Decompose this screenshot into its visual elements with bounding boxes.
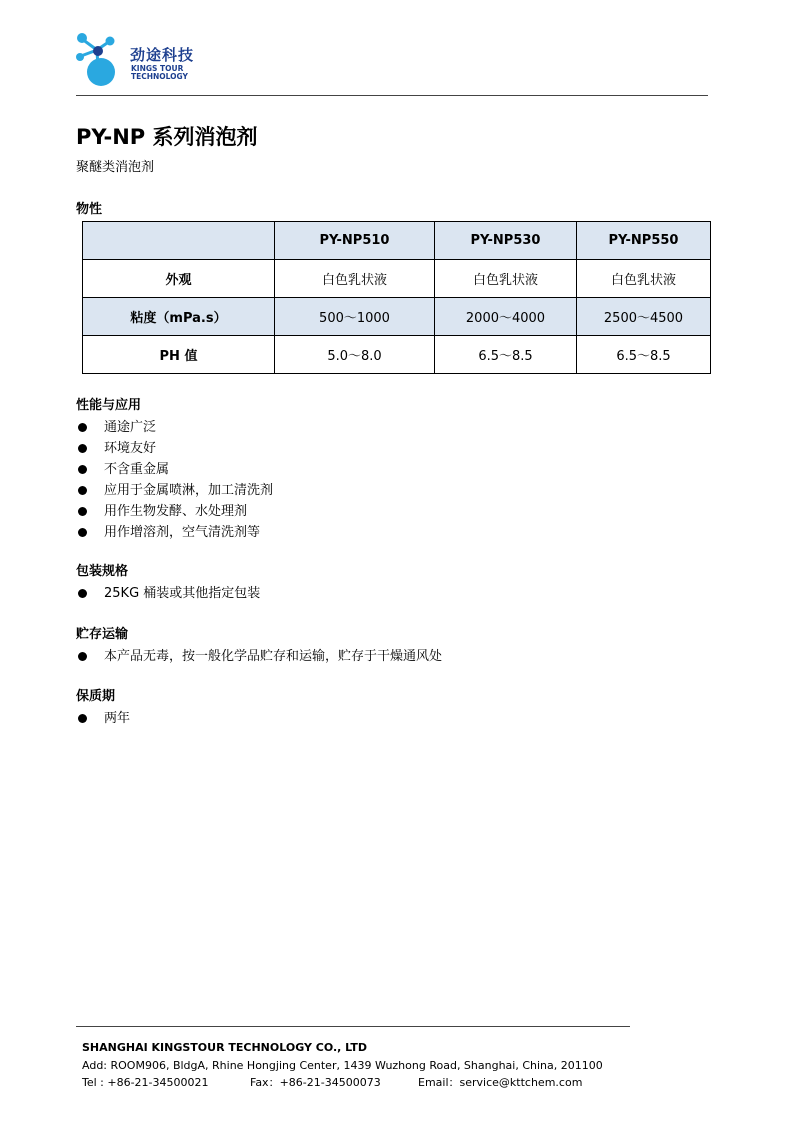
list-item-text: 不含重金属: [104, 461, 170, 477]
table-row: [83, 336, 711, 374]
storage-heading: 贮存运输: [76, 627, 129, 642]
table-cell: 2000～4000: [435, 298, 577, 336]
bullet-icon: [78, 423, 87, 432]
storage-section: [76, 626, 442, 667]
footer-address: Add: ROOM906, BldgA, Rhine Hongjing Center, 1439 Wuzhong Road, Shanghai, China, 201100: [82, 1059, 603, 1072]
list-item: [76, 501, 273, 522]
list-item-text: 25KG 桶装或其他指定包装: [104, 585, 261, 601]
list-item-text: 用作生物发酵、水处理剂: [104, 503, 248, 519]
logo-chinese-name: 劲途科技: [130, 46, 195, 64]
list-item-text: 本产品无毒，按一般化学品贮存和运输，贮存于干燥通风处: [104, 648, 443, 664]
logo-english-line2: TECHNOLOGY: [131, 72, 188, 81]
list-item-text: 通途广泛: [104, 419, 157, 435]
table-cell: 6.5～8.5: [577, 336, 711, 374]
properties-heading: 物性: [76, 202, 103, 217]
header-divider: [76, 95, 708, 96]
bullet-icon: [78, 528, 87, 537]
bullet-icon: [78, 589, 87, 598]
list-item: [76, 583, 260, 604]
table-cell: 5.0～8.0: [275, 336, 435, 374]
list-item: [76, 480, 273, 501]
footer-company-name: SHANGHAI KINGSTOUR TECHNOLOGY CO., LTD: [82, 1041, 367, 1054]
bullet-icon: [78, 486, 87, 495]
list-item: [76, 459, 273, 480]
page-subtitle: 聚醚类消泡剂: [76, 160, 155, 175]
list-item: [76, 522, 273, 543]
table-row: [83, 298, 711, 336]
list-item-text: 用作增溶剂，空气清洗剂等: [104, 524, 261, 540]
packaging-heading: 包装规格: [76, 564, 129, 579]
properties-section: [76, 201, 102, 221]
table-cell: 白色乳状液: [577, 260, 711, 298]
list-item: [76, 708, 130, 729]
bullet-icon: [78, 444, 87, 453]
row-label: 粘度（mPa.s）: [83, 298, 275, 336]
list-item: [76, 438, 273, 459]
performance-section: [76, 397, 273, 543]
list-item-text: 环境友好: [104, 440, 157, 456]
footer-contact: [82, 1076, 582, 1090]
footer-email: Email：service@kttchem.com: [418, 1076, 583, 1089]
table-header-cell: PY-NP510: [275, 222, 435, 260]
shelf-life-heading: 保质期: [76, 689, 116, 704]
row-label: 外观: [83, 260, 275, 298]
table-header-cell: [83, 222, 275, 260]
bullet-icon: [78, 465, 87, 474]
bullet-icon: [78, 652, 87, 661]
table-header-cell: PY-NP550: [577, 222, 711, 260]
footer-fax: Fax：+86-21-34500073: [250, 1076, 381, 1089]
table-cell: 6.5～8.5: [435, 336, 577, 374]
row-label: PH 值: [83, 336, 275, 374]
list-item-text: 两年: [104, 710, 131, 726]
table-header-cell: PY-NP530: [435, 222, 577, 260]
list-item-text: 应用于金属喷淋，加工清洗剂: [104, 482, 274, 498]
list-item: [76, 646, 442, 667]
packaging-section: [76, 563, 260, 604]
page-title: PY-NP 系列消泡剂: [76, 125, 258, 149]
properties-table: [82, 221, 711, 374]
bullet-icon: [78, 714, 87, 723]
table-cell: 白色乳状液: [435, 260, 577, 298]
table-cell: 白色乳状液: [275, 260, 435, 298]
table-header-row: [83, 222, 711, 260]
logo-english-line1: KINGS TOUR: [131, 64, 184, 73]
table-row: [83, 260, 711, 298]
table-cell: 500～1000: [275, 298, 435, 336]
shelf-life-section: [76, 688, 130, 729]
table-cell: 2500～4500: [577, 298, 711, 336]
bullet-icon: [78, 507, 87, 516]
performance-heading: 性能与应用: [76, 398, 142, 413]
list-item: [76, 417, 273, 438]
footer-tel: Tel : +86-21-34500021: [82, 1076, 209, 1089]
footer-divider: [76, 1026, 630, 1027]
